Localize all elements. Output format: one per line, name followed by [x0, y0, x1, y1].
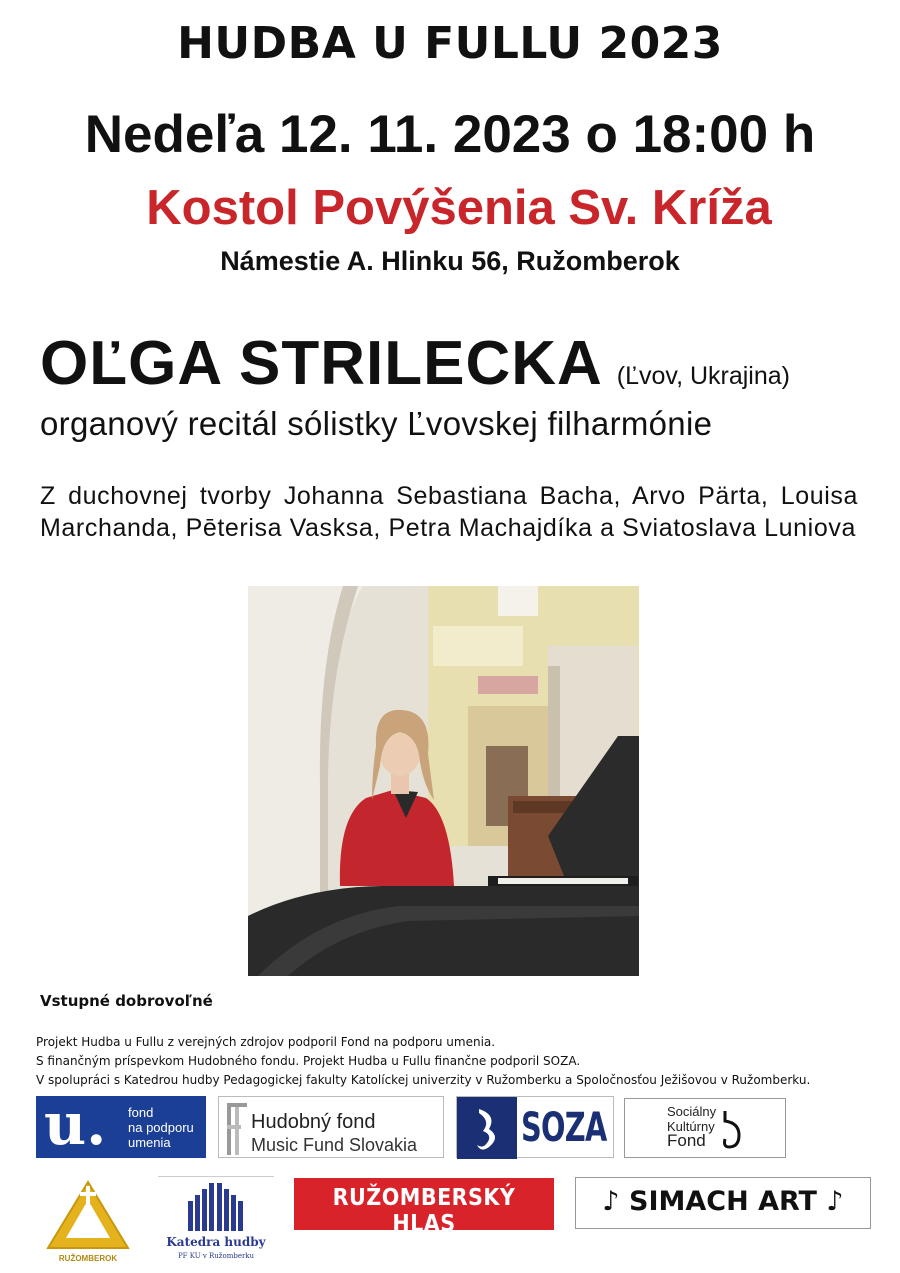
logo-katedra-hudby: [158, 1176, 274, 1264]
hudobny-fond-subtitle: Music Fund Slovakia: [251, 1135, 418, 1155]
credit-line: V spolupráci s Katedrou hudby Pedagogickej fakulty Katolíckej univerzity v Ružomberku a Spoločnosťou Ježišovou v Ružomberku.: [36, 1073, 811, 1087]
hudobny-fond-title: Hudobný fond: [251, 1111, 376, 1133]
performer-name: OĽGA STRILECKA: [40, 329, 603, 398]
katedra-subtitle: PF KU v Ružomberku: [177, 1252, 255, 1260]
event-date: Nedeľa 12. 11. 2023 o 18:00 h: [84, 105, 816, 164]
credit-line: Projekt Hudba u Fullu z verejných zdrojov podporil Fond na podporu umenia.: [36, 1035, 496, 1049]
skf-line: Kultúrny: [667, 1119, 715, 1134]
university-name-bottom: RUŽOMBEROK: [58, 1254, 118, 1263]
university-triangle-seal-icon: [44, 1178, 132, 1254]
performer-heading: [40, 328, 790, 399]
recital-description: organový recitál sólistky Ľvovskej filharmónie: [40, 405, 713, 442]
program-text: Z duchovnej tvorby Johanna Sebastiana Bacha, Arvo Pärta, Louisa Marchanda, Pēterisa Vasksa, Petra Machajdíka a Sviatoslava Luniova: [40, 482, 858, 542]
organ-pipes-icon: [186, 1181, 246, 1233]
series-title: HUDBA U FULLU 2023: [177, 18, 723, 69]
fpu-label: [128, 1105, 194, 1150]
venue-name: Kostol Povýšenia Sv. Kríža: [146, 181, 772, 235]
logo-ruzombersky-hlas: [294, 1178, 554, 1237]
hudobny-fond-f-mark-icon: [223, 1099, 249, 1157]
admission-note: Vstupné dobrovoľné: [40, 992, 213, 1010]
logo-universitas-catholica: [36, 1176, 140, 1264]
skf-line: Sociálny: [667, 1104, 717, 1119]
skf-symbol-icon: [721, 1107, 745, 1151]
fpu-line: umenia: [128, 1135, 171, 1150]
logo-soza: [456, 1096, 614, 1158]
ruzombersky-hlas-wordmark: RUŽOMBERSKÝ HLAS: [332, 1185, 516, 1237]
soza-wordmark: SOZA: [521, 1105, 607, 1151]
organist-photo-illustration: [248, 586, 639, 976]
fpu-mark: u.: [44, 1090, 107, 1158]
soza-note-icon: [457, 1097, 517, 1159]
katedra-title: Katedra hudby: [166, 1235, 266, 1249]
organist-photo: [248, 586, 639, 976]
logo-socialny-kulturny-fond: [624, 1098, 786, 1158]
simach-art-wordmark: ♪ SIMACH ART ♪: [602, 1186, 844, 1217]
venue-address: Námestie A. Hlinku 56, Ružomberok: [220, 246, 680, 276]
logo-fond-na-podporu-umenia: [36, 1090, 206, 1158]
fpu-line: fond: [128, 1105, 154, 1120]
logo-simach-art: [575, 1177, 871, 1229]
skf-line: Fond: [667, 1131, 706, 1150]
performer-origin: (Ľvov, Ukrajina): [616, 362, 790, 390]
fpu-line: na podporu: [128, 1120, 194, 1135]
logo-hudobny-fond: [218, 1096, 444, 1158]
credit-line: S finančným príspevkom Hudobného fondu. Projekt Hudba u Fullu finančne podporil SOZA.: [36, 1054, 581, 1068]
